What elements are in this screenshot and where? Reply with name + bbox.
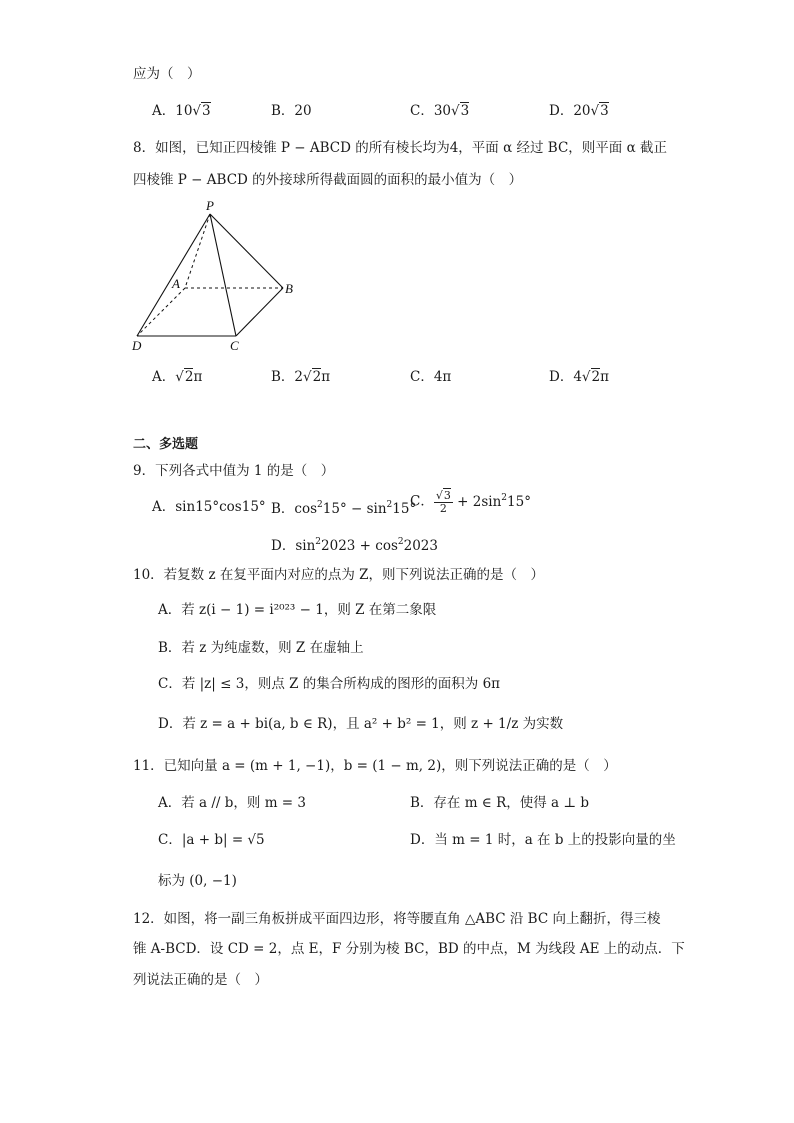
q11-choice-b[interactable]: B．存在 m ∈ R，使得 a ⊥ b xyxy=(410,795,590,811)
label-p: P xyxy=(206,198,214,213)
q11-choice-c[interactable]: C．|a + b| = √5 xyxy=(158,832,265,848)
q9-choice-a[interactable]: A．sin15°cos15° xyxy=(152,499,266,515)
q10-choice-c[interactable]: C．若 |z| ≤ 3，则点 Z 的集合所构成的图形的面积为 6π xyxy=(158,676,501,692)
q11-stem: 11．已知向量 a = (m + 1, −1)，b = (1 − m, 2)，则下列说法正确的是（ ） xyxy=(133,758,617,774)
q7-choice-d[interactable]: D．20√3 xyxy=(549,103,609,119)
q9-choice-d[interactable]: D．$\sin^22023 + \cos^22023$ xyxy=(271,537,438,554)
q11-choice-a[interactable]: A．若 a // b，则 m = 3 xyxy=(158,795,306,811)
q10-choice-a[interactable]: A．若 z(i − 1) = i²⁰²³ − 1，则 Z 在第二象限 xyxy=(158,602,437,618)
q8-choice-a[interactable]: A．√2π xyxy=(152,369,203,385)
q12-stem-line3: 列说法正确的是（ ） xyxy=(133,972,268,988)
q8-stem-line1: 8．如图，已知正四棱锥 P − ABCD 的所有棱长均为4，平面 α 经过 BC，则平面 α 截正 xyxy=(133,140,668,156)
q12-stem-line2: 锥 A-BCD．设 CD = 2，点 E，F 分别为棱 BC，BD 的中点，M 为线段 AE 上的动点．下 xyxy=(133,941,685,957)
q11-choice-d[interactable]: D．当 m = 1 时，a 在 b 上的投影向量的坐 xyxy=(410,832,676,848)
pyramid-figure xyxy=(130,198,305,358)
q11-choice-d-continuation: 标为 (0, −1) xyxy=(158,873,237,889)
q9-choice-b[interactable]: B．$\cos^215^\circ - \sin^215^\circ$ xyxy=(271,500,417,517)
label-a: A xyxy=(172,276,180,291)
q7-choice-a[interactable]: A．10√3 xyxy=(152,103,211,119)
q9-stem: 9．下列各式中值为 1 的是（ ） xyxy=(133,463,335,479)
q7-choice-b[interactable]: B．20 xyxy=(271,103,312,119)
q8-choice-c[interactable]: C．4π xyxy=(410,369,452,385)
q10-choice-b[interactable]: B．若 z 为纯虚数，则 Z 在虚轴上 xyxy=(158,640,364,656)
q7-tail: 应为（ ） xyxy=(133,66,201,82)
label-c: C xyxy=(230,338,239,353)
q8-stem-line2: 四棱锥 P − ABCD 的外接球所得截面圆的面积的最小值为（ ） xyxy=(133,172,523,188)
label-b: B xyxy=(285,281,293,296)
q9-choice-c[interactable]: C． $\frac{√3}{2}$ + $2\sin^215^\circ$ xyxy=(410,489,531,515)
q12-stem-line1: 12．如图，将一副三角板拼成平面四边形，将等腰直角 △ABC 沿 BC 向上翻折，得三棱 xyxy=(133,911,661,927)
q10-choice-d[interactable]: D．若 z = a + bi(a, b ∈ R)，且 a² + b² = 1，则 z + 1/z 为实数 xyxy=(158,716,564,732)
section-title: 二、多选题 xyxy=(133,437,199,452)
label-d: D xyxy=(132,338,142,353)
q10-stem: 10．若复数 z 在复平面内对应的点为 Z，则下列说法正确的是（ ） xyxy=(133,567,545,583)
q7-choice-c[interactable]: C．30√3 xyxy=(410,103,470,119)
q8-choice-d[interactable]: D．4√2π xyxy=(549,369,609,385)
q8-choice-b[interactable]: B．2√2π xyxy=(271,369,331,385)
